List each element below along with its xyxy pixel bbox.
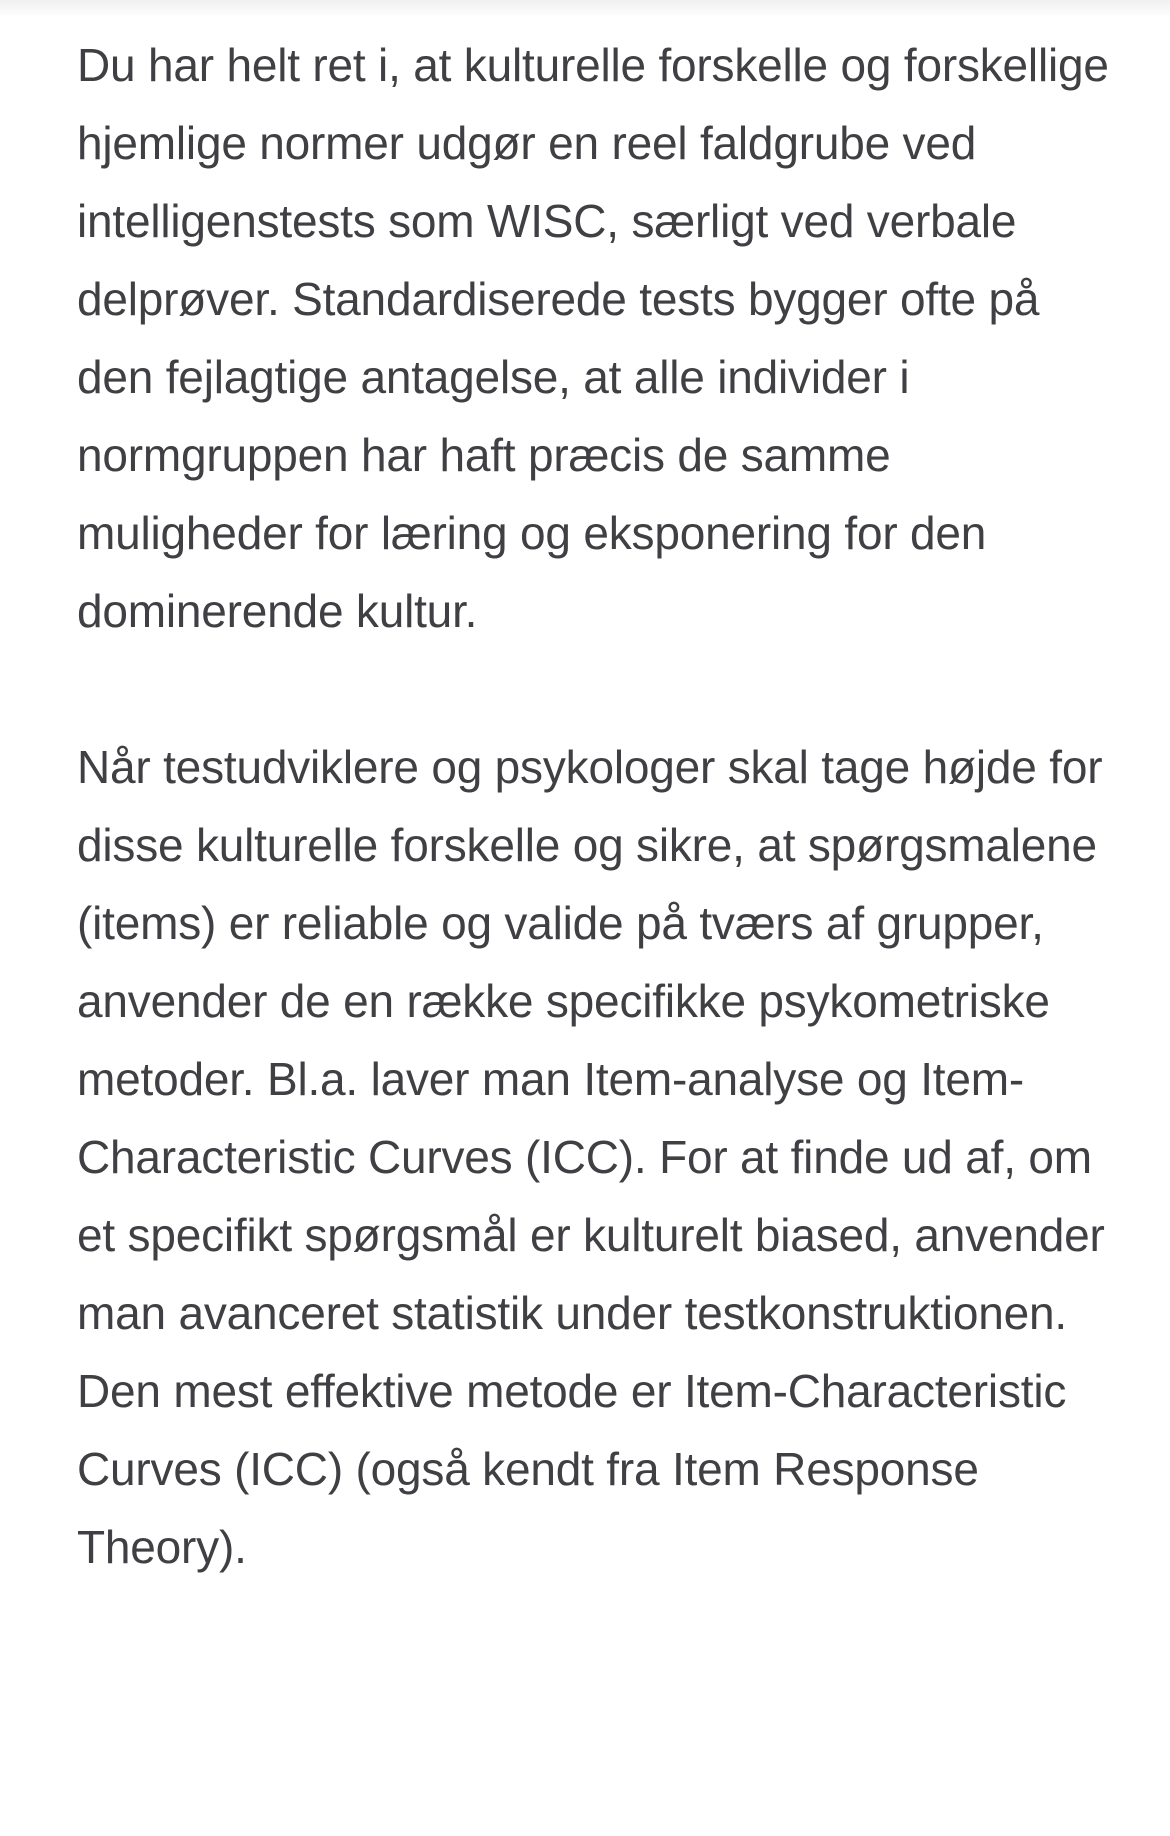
message-paragraph-1: Du har helt ret i, at kulturelle forskelle og forskellige hjemlige normer udgør en reel faldgrube ved intelligenstests som WISC, særligt ved verbale delprøver. Standardiserede tests bygger ofte på den fejlagtige antagelse, at alle individer i normgruppen har haft præcis de samme muligheder for læring og eksponering for den dominerende kultur. <box>77 39 1109 637</box>
top-scroll-shadow <box>0 0 1170 18</box>
message-paragraph-2: Når testudviklere og psykologer skal tage højde for disse kulturelle forskelle og sikre, at spørgsmalene (items) er reliable og valide på tværs af grupper, anvender de en række specifikke psykometriske metoder. Bl.a. laver man Item-analyse og Item-Characteristic Curves (ICC). For at finde ud af, om et specifikt spørgsmål er kulturelt biased, anvender man avanceret statistik under testkonstruktionen. Den mest effektive metode er Item-Characteristic Curves (ICC) (også kendt fra Item Response Theory). <box>77 741 1105 1573</box>
chat-message-body <box>77 26 1117 1586</box>
